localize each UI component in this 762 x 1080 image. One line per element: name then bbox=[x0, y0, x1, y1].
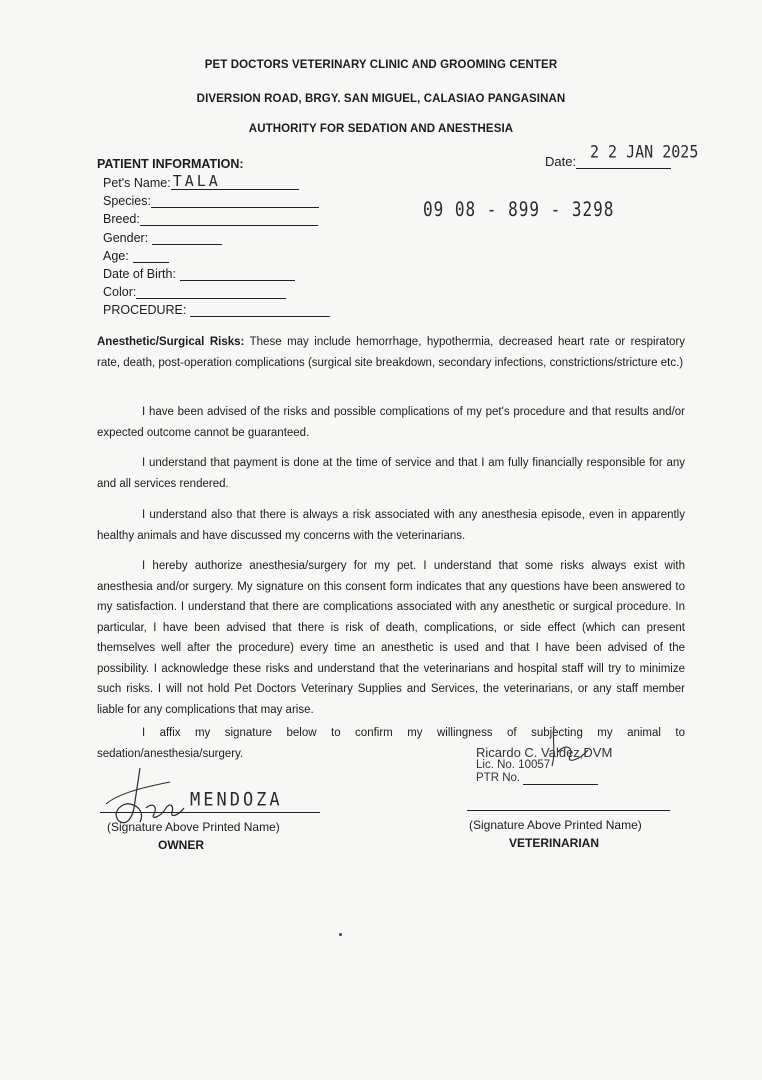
species-field bbox=[103, 194, 319, 208]
pet-name-value: TALA bbox=[172, 172, 221, 190]
owner-role: OWNER bbox=[158, 838, 204, 852]
vet-stamp bbox=[476, 746, 612, 785]
clinic-address: DIVERSION ROAD, BRGY. SAN MIGUEL, CALASIAO PANGASINAN bbox=[196, 93, 566, 105]
owner-printed-name: MENDOZA bbox=[190, 789, 283, 811]
paragraph-anesthesia-risk-text: I understand also that there is always a risk associated with any anesthesia episode, even in apparently healthy animals and have discussed my concerns with the veterinarians. bbox=[97, 509, 685, 542]
date-value: 2 2 JAN 2025 bbox=[590, 141, 699, 163]
color-label: Color: bbox=[103, 285, 137, 299]
paper-speck bbox=[339, 933, 342, 936]
handwritten-phone-number: 09 08 - 899 - 3298 bbox=[423, 198, 615, 221]
age-field bbox=[103, 249, 169, 263]
paragraph-authorization bbox=[97, 556, 685, 720]
date-label: Date: bbox=[545, 154, 577, 169]
paragraph-anesthesia-risk bbox=[97, 505, 685, 546]
risks-label: Anesthetic/Surgical Risks: bbox=[97, 336, 245, 348]
pet-name-field bbox=[103, 172, 299, 190]
paragraph-payment bbox=[97, 453, 685, 494]
owner-signature-line bbox=[100, 812, 320, 813]
dob-label: Date of Birth: bbox=[103, 267, 176, 281]
risks-paragraph bbox=[97, 332, 685, 373]
form-title: AUTHORITY FOR SEDATION AND ANESTHESIA bbox=[248, 123, 514, 135]
vet-ptr: PTR No. bbox=[476, 772, 521, 784]
paragraph-authorization-text: I hereby authorize anesthesia/surgery for my pet. I understand that some risks always exist with anesthesia and/or surgery. My signature on this consent form indicates that any questions have been answered to my satisfaction. I understand that there are complications associated with any anesthetic or surgical procedure. In particular, I have been advised that there is risk of death, complications, or side effect (which can present themselves well after the procedure) every time an anesthetic is used and that I have been advised of the possibility. I acknowledge these risks and understand that the veterinarians and hospital staff will try to minimize such risks. I will not hold Pet Doctors Veterinary Supplies and Services, the veterinarians, or any staff member liable for any complications that may arise. bbox=[97, 560, 685, 716]
paragraph-risk-advised bbox=[97, 402, 685, 443]
gender-field bbox=[103, 231, 222, 245]
gender-label: Gender: bbox=[103, 231, 149, 245]
paragraph-payment-text: I understand that payment is done at the time of service and that I am fully financially responsible for any and all services rendered. bbox=[97, 457, 685, 490]
vet-signature-line bbox=[467, 810, 670, 811]
color-field bbox=[103, 285, 286, 299]
clinic-name: PET DOCTORS VETERINARY CLINIC AND GROOMING CENTER bbox=[204, 59, 558, 71]
risks-text: These may include hemorrhage, hypothermia, decreased heart rate or respiratory rate, death, post-operation complications (surgical site breakdown, secondary infections, constrictions/stricture etc.) bbox=[97, 336, 685, 369]
procedure-field bbox=[103, 303, 330, 317]
vet-role: VETERINARIAN bbox=[509, 836, 600, 850]
patient-info-title: PATIENT INFORMATION: bbox=[97, 157, 244, 171]
breed-field bbox=[103, 212, 318, 226]
paragraph-affix-signature-text: I affix my signature below to confirm my willingness of subjecting my animal to sedation/anesthesia/surgery. bbox=[97, 727, 685, 760]
species-label: Species: bbox=[103, 194, 151, 208]
age-label: Age: bbox=[103, 249, 129, 263]
vet-license: Lic. No. 10057 bbox=[476, 759, 551, 771]
dob-field bbox=[103, 267, 295, 281]
vet-caption: (Signature Above Printed Name) bbox=[469, 818, 642, 832]
breed-label: Breed: bbox=[103, 212, 140, 226]
paragraph-risk-advised-text: I have been advised of the risks and possible complications of my pet's procedure and that results and/or expected outcome cannot be guaranteed. bbox=[97, 406, 685, 439]
vet-stamp-name: Ricardo C. Valdez,DVM bbox=[476, 745, 613, 760]
pet-name-label: Pet's Name: bbox=[103, 176, 171, 190]
procedure-label: PROCEDURE: bbox=[103, 303, 187, 317]
owner-caption: (Signature Above Printed Name) bbox=[107, 820, 280, 834]
